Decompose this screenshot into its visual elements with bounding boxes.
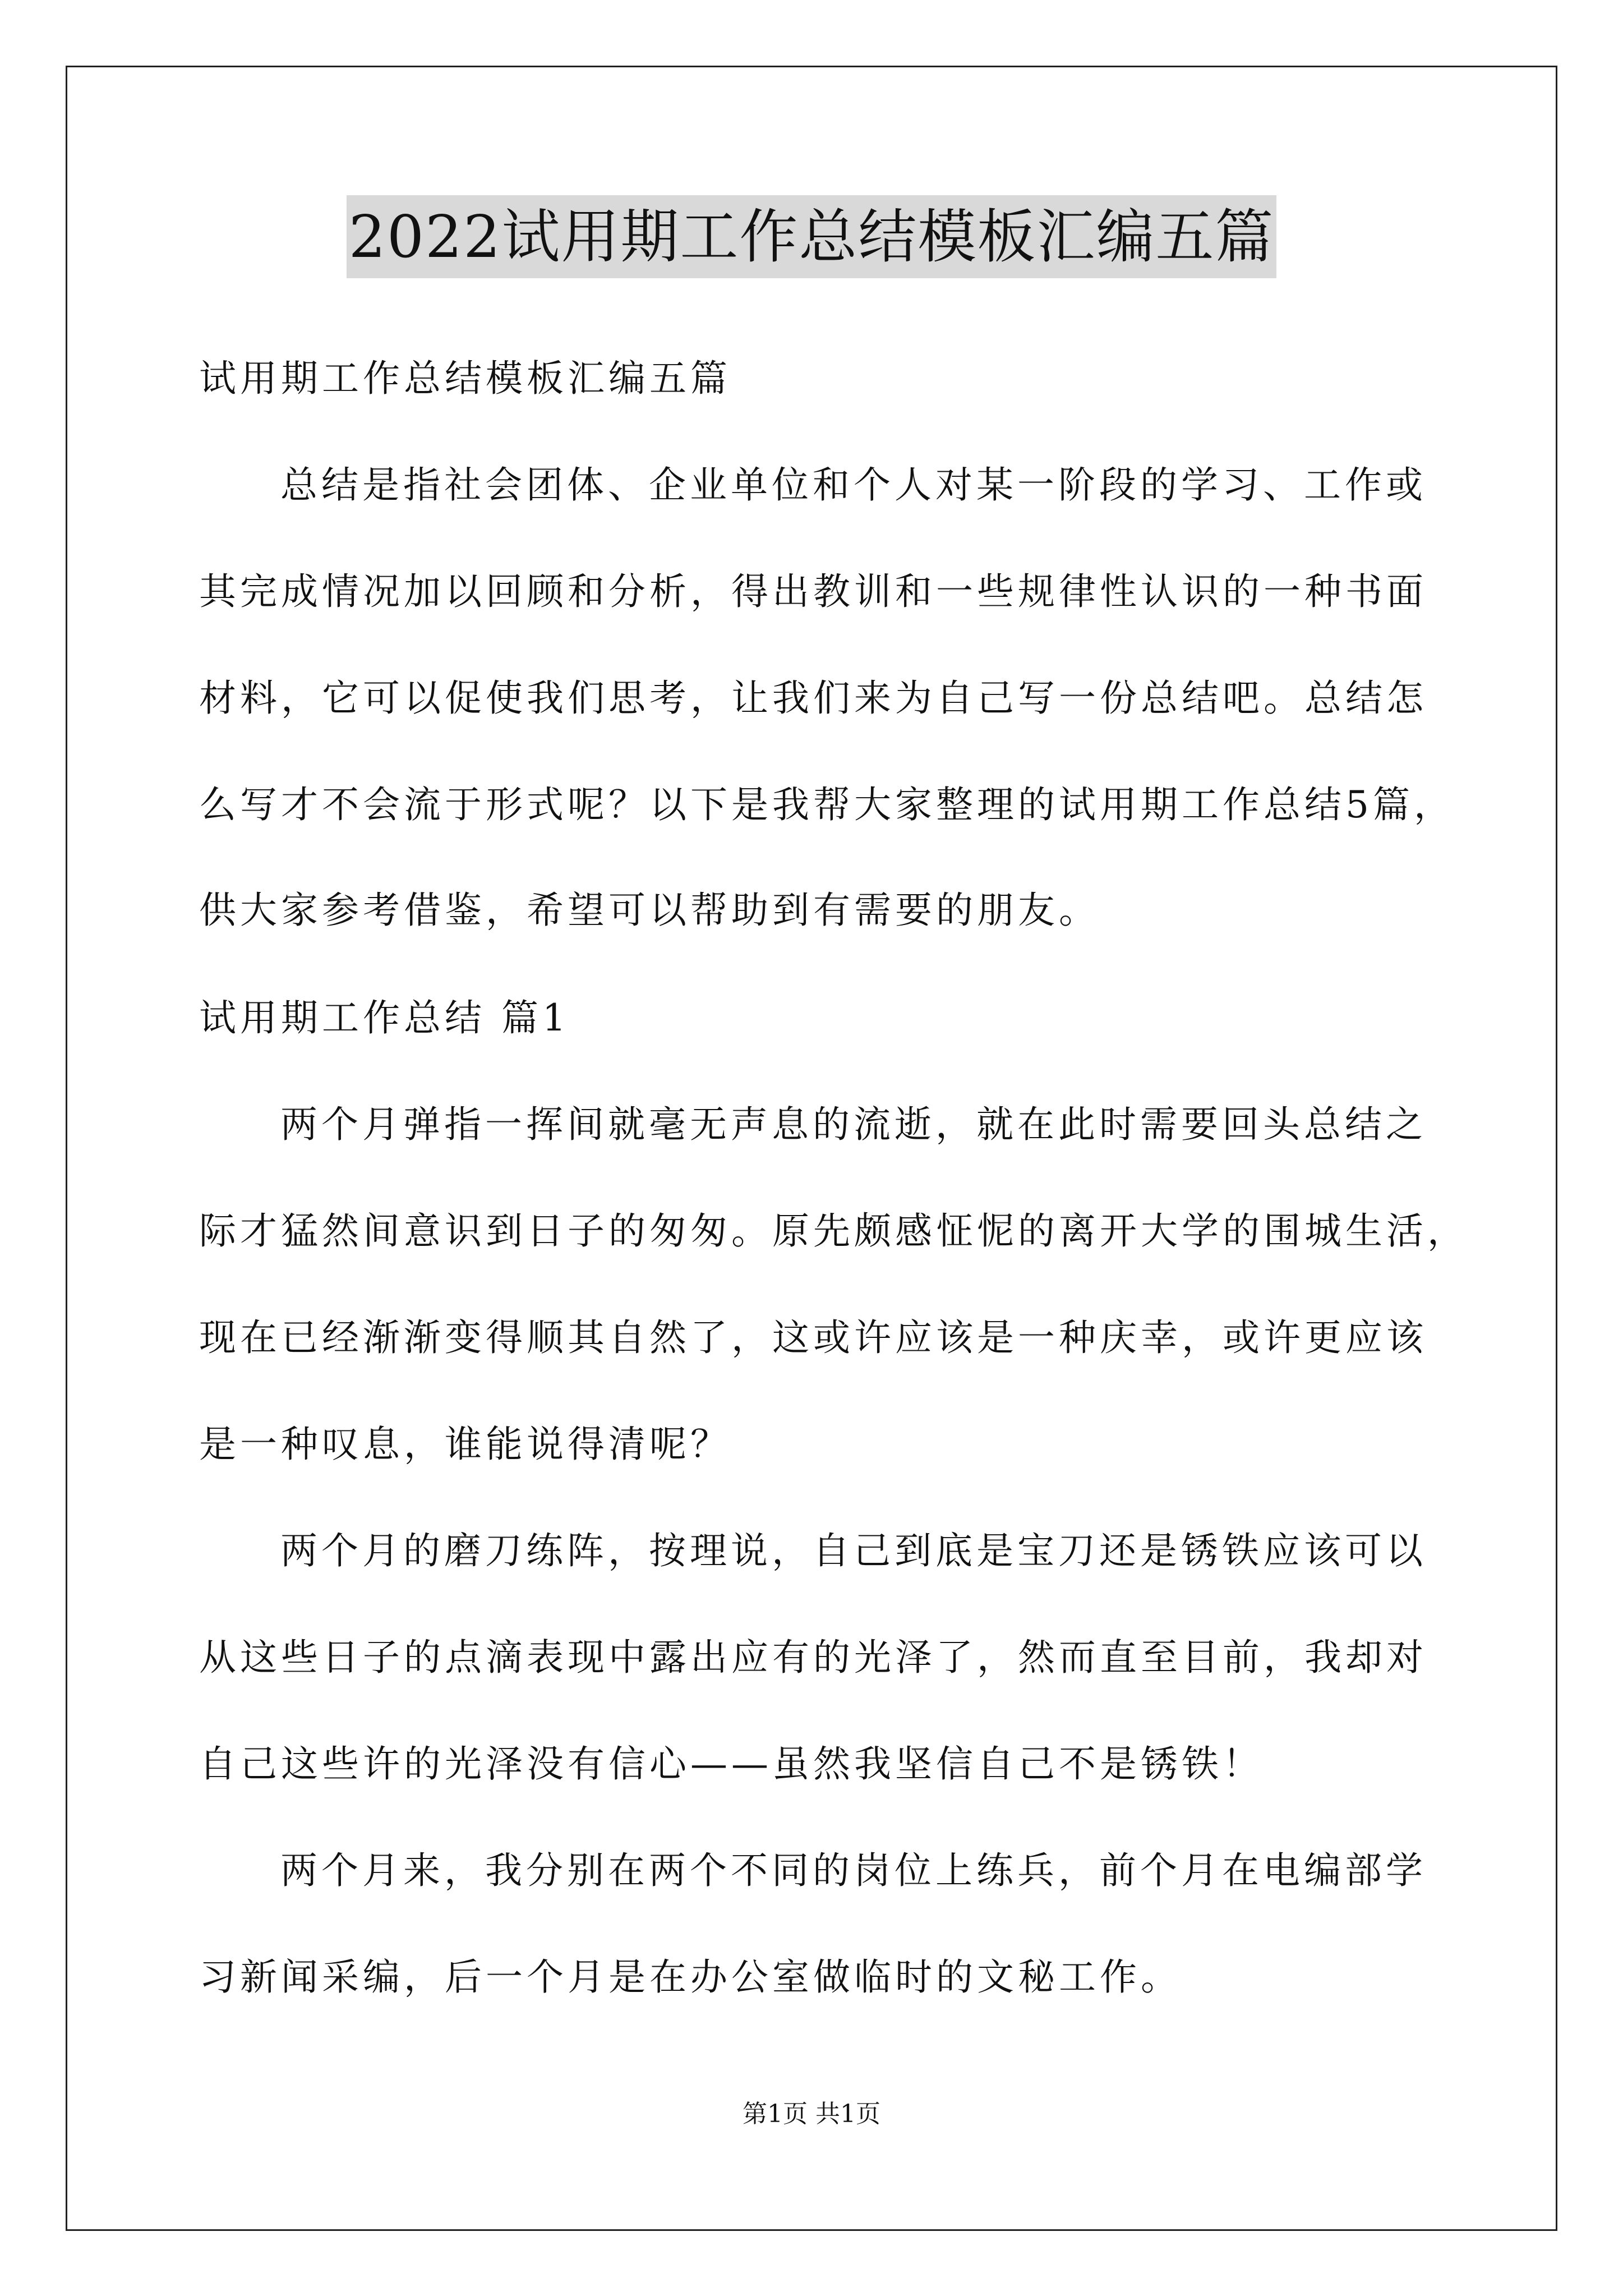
paragraph-line: 总结是指社会团体、企业单位和个人对某一阶段的学习、工作或 [280,463,1427,507]
paragraph-line: 习新闻采编，后一个月是在办公室做临时的文秘工作。 [199,1955,1182,1999]
paragraph-line: 从这些日子的点滴表现中露出应有的光泽了，然而直至目前，我却对 [199,1636,1427,1679]
paragraph-line: 么写才不会流于形式呢？以下是我帮大家整理的试用期工作总结5篇， [199,783,1455,826]
paragraph-line: 现在已经渐渐变得顺其自然了，这或许应该是一种庆幸，或许更应该 [199,1316,1427,1359]
paragraph-line: 际才猛然间意识到日子的匆匆。原先颇感怔怩的离开大学的围城生活， [199,1209,1468,1253]
paragraph-line: 两个月弹指一挥间就毫无声息的流逝，就在此时需要回头总结之 [280,1103,1427,1146]
doc-subtitle: 试用期工作总结模板汇编五篇 [199,357,731,400]
paragraph-line: 材料，它可以促使我们思考，让我们来为自己写一份总结吧。总结怎 [199,677,1427,720]
title-container [0,195,1623,278]
paragraph-line: 自己这些许的光泽没有信心——虽然我坚信自己不是锈铁！ [199,1742,1264,1786]
paragraph-line: 两个月的磨刀练阵，按理说，自己到底是宝刀还是锈铁应该可以 [280,1529,1427,1572]
section-heading: 试用期工作总结 篇1 [199,996,570,1039]
paragraph-line: 其完成情况加以回顾和分析，得出教训和一些规律性认识的一种书面 [199,570,1427,613]
paragraph-line: 两个月来，我分别在两个不同的岗位上练兵，前个月在电编部学 [280,1849,1427,1892]
paragraph-line: 供大家参考借鉴，希望可以帮助到有需要的朋友。 [199,889,1100,932]
document-title: 2022试用期工作总结模板汇编五篇 [347,195,1277,278]
paragraph-line: 是一种叹息，谁能说得清呢？ [199,1423,731,1466]
page-footer: 第1页 共1页 [743,2100,880,2128]
